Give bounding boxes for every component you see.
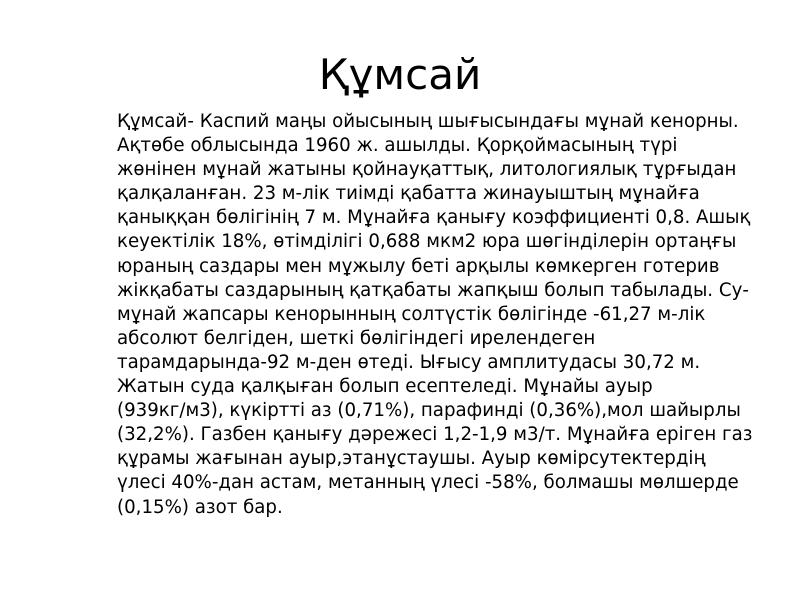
body-line: мұнай жапсары кенорынның солтүстік бөлігінде -61,27 м-лік (117, 303, 706, 325)
body-line: қалқаланған. 23 м-лік тиімді қабатта жинауыштың мұнайға (117, 183, 700, 205)
body-line: кеуектілік 18%, өтімділігі 0,688 мкм2 юра шөгінділерін ортаңғы (117, 231, 737, 253)
body-line: қаныққан бөлігінің 7 м. Мұнайға қанығу коэффициенті 0,8. Ашық (117, 207, 751, 229)
body-line: Ақтөбе облысында 1960 ж. ашылды. Қорқоймасының түрі (117, 135, 678, 157)
body-line: Құмсай- Каспий маңы ойысының шығысындағы мұнай кенорны. (117, 111, 739, 132)
body-line: тарамдарында-92 м-ден өтеді. Ығысу амплитудасы 30,72 м. (117, 351, 701, 373)
body-line: (939кг/м3), күкіртті аз (0,71%), парафинді (0,36%),мол шайырлы (117, 400, 741, 422)
body-line: жікқабаты саздарының қатқабаты жапқыш болып табылады. Су- (117, 279, 749, 301)
body-line: жөнінен мұнай жатыны қойнауқаттық, литологиялық тұрғыдан (117, 159, 737, 181)
body-line: (32,2%). Газбен қанығу дәрежесі 1,2-1,9 м3/т. Мұнайға еріген газ (117, 424, 753, 446)
slide-body (117, 110, 777, 520)
body-line: құрамы жағынан ауыр,этанұстаушы. Ауыр көмірсутектердің (117, 448, 706, 470)
body-line: үлесі 40%-дан астам, метанның үлесі -58%, болмашы мөлшерде (117, 472, 739, 494)
body-line: абсолют белгіден, шеткі бөлігіндегі ирелендеген (117, 327, 596, 349)
body-line: Жатын суда қалқыған болып есептеледі. Мұнайы ауыр (117, 376, 653, 398)
slide-title: Құмсай (318, 50, 482, 99)
body-line: юраның саздары мен мұжылу беті арқылы көмкерген готерив (117, 255, 720, 277)
body-line: (0,15%) азот бар. (117, 496, 283, 518)
